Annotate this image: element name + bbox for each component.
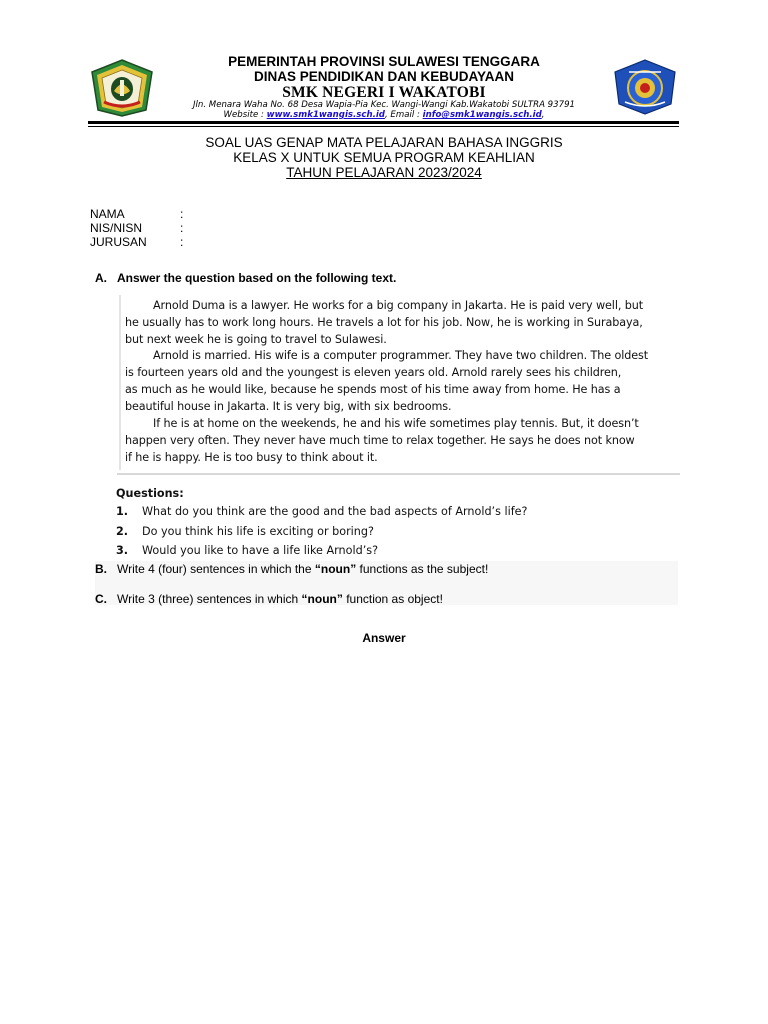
header-government-line: PEMERINTAH PROVINSI SULAWESI TENGGARA <box>228 54 540 69</box>
passage-line: If he is at home on the weekends, he and his wife sometimes play tennis. But, it doesn’t <box>153 417 639 430</box>
question-number: 3. <box>116 544 129 557</box>
passage-line: he usually has to work long hours. He travels a lot for his job. Now, he is working in Surabaya, <box>125 316 643 329</box>
section-c-instruction <box>117 592 443 606</box>
passage-line: if he is happy. He is too busy to think about it. <box>125 451 378 464</box>
field-nis-colon: : <box>180 221 184 235</box>
section-b-noun: “noun” <box>314 562 357 576</box>
header-department-line: DINAS PENDIDIKAN DAN KEBUDAYAAN <box>253 69 515 84</box>
exam-title: SOAL UAS GENAP MATA PELAJARAN BAHASA INGGRIS <box>205 135 563 150</box>
field-name-colon: : <box>180 207 184 221</box>
section-a-instruction: Answer the question based on the following text. <box>117 271 397 285</box>
passage-line: as much as he would like, because he spends most of his time away from home. He has a <box>125 383 621 396</box>
website-link[interactable]: www.smk1wangis.sch.id <box>266 110 385 120</box>
question-number: 1. <box>116 505 129 518</box>
header-rule-thin <box>88 126 679 127</box>
section-c-text-after: function as object! <box>342 592 443 606</box>
section-b-text-before: Write 4 (four) sentences in which the <box>117 562 315 576</box>
header-rule-thick <box>88 121 679 124</box>
passage-line: is fourteen years old and the youngest is eleven years old. Arnold rarely sees his children, <box>125 366 622 379</box>
passage-line: Arnold Duma is a lawyer. He works for a big company in Jakarta. He is paid very well, but <box>153 299 644 312</box>
website-label: Website : <box>223 110 267 120</box>
reading-passage-image <box>117 293 680 561</box>
section-b-instruction <box>117 562 488 576</box>
passage-line: Arnold is married. His wife is a computer programmer. They have two children. The oldest <box>153 349 649 362</box>
field-name-label: NAMA <box>90 207 125 221</box>
question-text: What do you think are the good and the bad aspects of Arnold’s life? <box>142 505 528 518</box>
passage-line: but next week he is going to travel to Sulawesi. <box>125 333 387 346</box>
questions-heading: Questions: <box>116 487 184 500</box>
field-nis-label: NIS/NISN <box>90 221 143 235</box>
header-school-name: SMK NEGERI I WAKATOBI <box>282 84 486 101</box>
answer-heading: Answer <box>362 631 406 645</box>
exam-year <box>0 165 768 180</box>
email-label: , Email : <box>384 110 423 120</box>
exam-year-text: TAHUN PELAJARAN 2023/2024 <box>286 165 482 180</box>
section-a-letter: A. <box>95 271 107 285</box>
header-address: Jln. Menara Waha No. 68 Desa Wapia-Pia Kec. Wangi-Wangi Kab.Wakatobi SULTRA 93791 <box>192 100 576 110</box>
section-c-noun: “noun” <box>301 592 343 606</box>
question-text: Would you like to have a life like Arnold’s? <box>142 544 379 557</box>
passage-line: happen very often. They never have much time to relax together. He says he does not know <box>125 434 635 447</box>
question-text: Do you think his life is exciting or boring? <box>142 525 374 538</box>
section-c-text-before: Write 3 (three) sentences in which <box>117 592 302 606</box>
field-major-label: JURUSAN <box>90 235 147 249</box>
passage-line: beautiful house in Jakarta. It is very big, with six bedrooms. <box>125 400 452 413</box>
section-b-letter: B. <box>95 562 107 576</box>
email-suffix: , <box>541 110 545 120</box>
exam-class: KELAS X UNTUK SEMUA PROGRAM KEAHLIAN <box>233 150 535 165</box>
header-contact-line <box>0 110 768 120</box>
section-c-letter: C. <box>95 592 107 606</box>
question-number: 2. <box>116 525 129 538</box>
section-b-text-after: functions as the subject! <box>356 562 489 576</box>
email-link[interactable]: info@smk1wangis.sch.id <box>422 110 542 120</box>
field-major-colon: : <box>180 235 184 249</box>
passage-edge <box>119 295 121 470</box>
